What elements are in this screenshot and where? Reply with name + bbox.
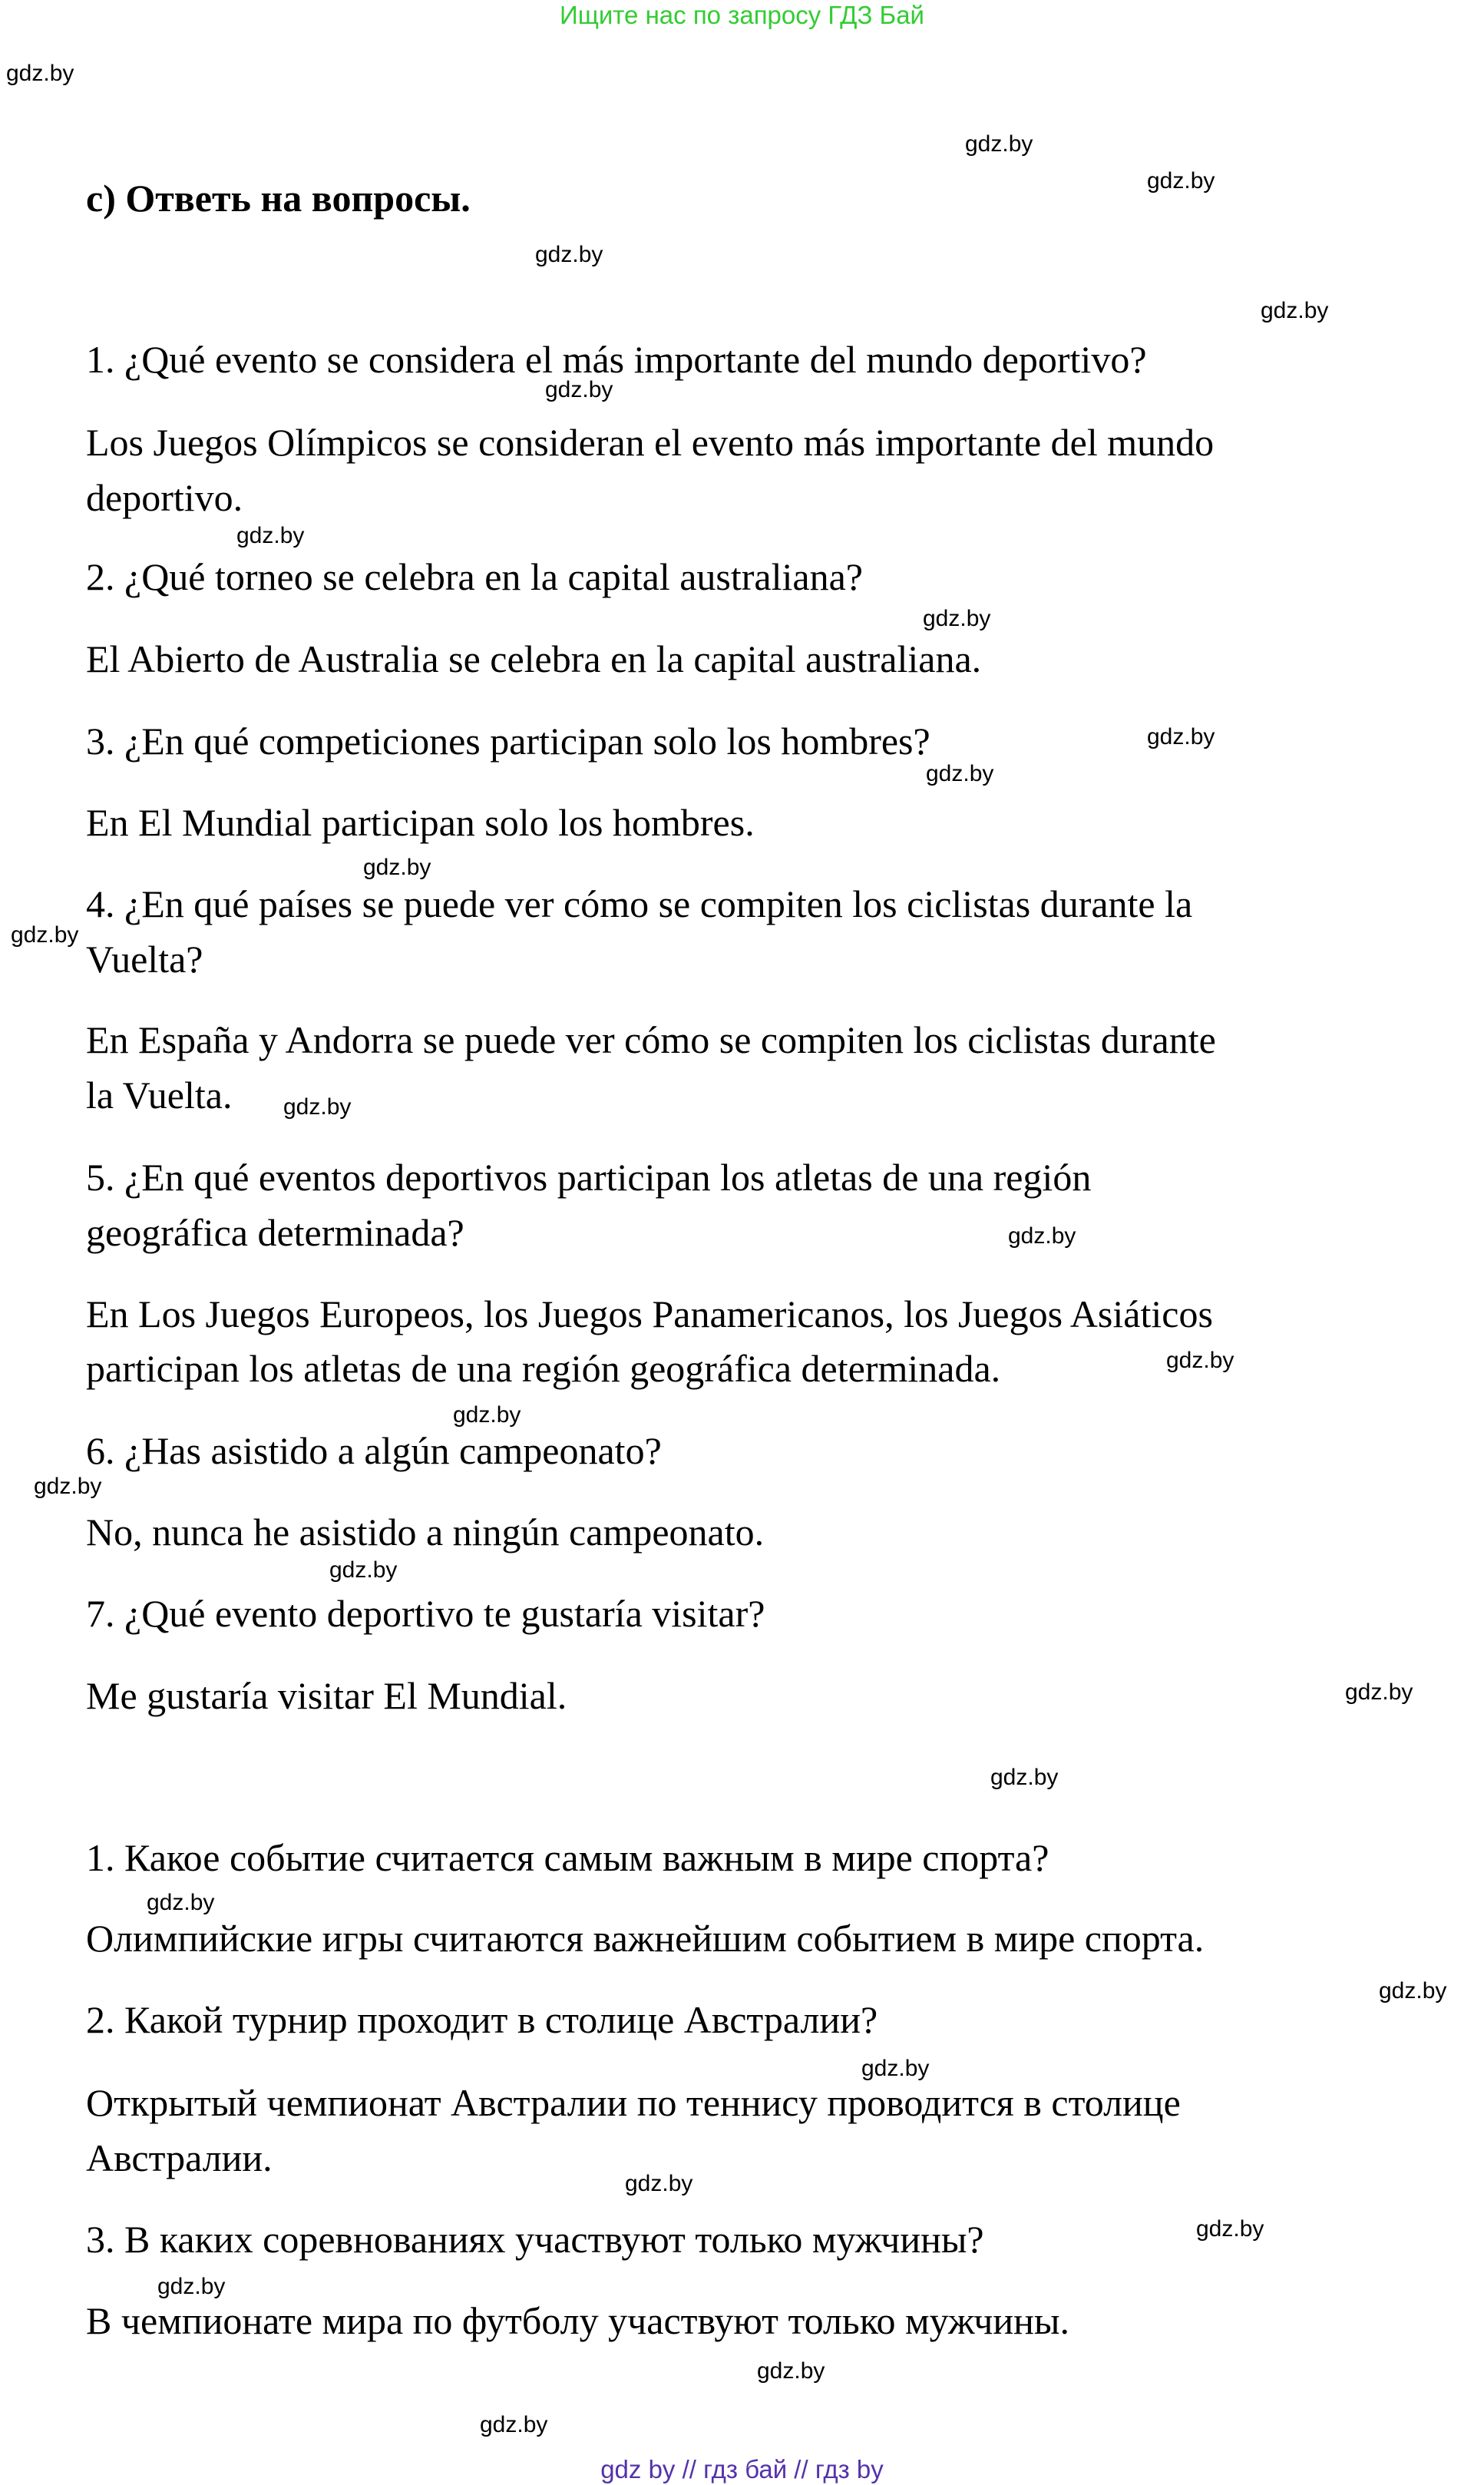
- question-es-4-line1: 4. ¿En qué países se puede ver cómo se compiten los ciclistas durante la: [86, 882, 1193, 925]
- question-ru-1: 1. Какое событие считается самым важным в мире спорта?: [86, 1836, 1049, 1879]
- question-ru-2: 2. Какой турнир проходит в столице Австралии?: [86, 1998, 878, 2041]
- answer-es-1-line2: deportivo.: [86, 476, 243, 519]
- watermark: gdz.by: [545, 377, 613, 402]
- watermark: gdz.by: [1166, 1348, 1234, 1373]
- watermark: gdz.by: [1147, 168, 1215, 194]
- answer-es-5-line2: participan los atletas de una región geográfica determinada.: [86, 1347, 1001, 1390]
- watermark: gdz.by: [990, 1765, 1059, 1790]
- answer-es-1-line1: Los Juegos Olímpicos se consideran el evento más importante del mundo: [86, 421, 1215, 464]
- question-es-2: 2. ¿Qué torneo se celebra en la capital australiana?: [86, 555, 863, 598]
- watermark: gdz.by: [6, 61, 74, 86]
- watermark: gdz.by: [363, 855, 431, 880]
- watermark: gdz.by: [1345, 1679, 1413, 1705]
- watermark: gdz.by: [329, 1557, 398, 1583]
- bottom-banner: gdz by // гдз бай // гдз by: [600, 2455, 884, 2483]
- answer-es-6: No, nunca he asistido a ningún campeonato.: [86, 1511, 765, 1554]
- answer-ru-3: В чемпионате мира по футболу участвуют только мужчины.: [86, 2299, 1070, 2342]
- watermark: gdz.by: [480, 2412, 548, 2437]
- watermark: gdz.by: [1147, 724, 1215, 749]
- answer-es-4-line1: En España y Andorra se puede ver cómo se compiten los ciclistas durante: [86, 1018, 1216, 1061]
- watermark: gdz.by: [1196, 2216, 1264, 2242]
- watermark: gdz.by: [625, 2171, 693, 2196]
- section-heading: c) Ответь на вопросы.: [86, 177, 471, 220]
- watermark: gdz.by: [236, 523, 305, 548]
- answer-es-7: Me gustaría visitar El Mundial.: [86, 1674, 567, 1717]
- watermark: gdz.by: [147, 1890, 215, 1915]
- question-es-1: 1. ¿Qué evento se considera el más importante del mundo deportivo?: [86, 338, 1147, 381]
- watermark: gdz.by: [1379, 1978, 1447, 2004]
- watermark: gdz.by: [926, 761, 994, 786]
- watermark: gdz.by: [34, 1474, 102, 1499]
- answer-ru-2-line1: Открытый чемпионат Австралии по теннису проводится в столице: [86, 2081, 1181, 2124]
- watermark: gdz.by: [923, 606, 991, 631]
- watermark: gdz.by: [157, 2274, 226, 2299]
- watermark: gdz.by: [965, 131, 1033, 157]
- question-es-5-line1: 5. ¿En qué eventos deportivos participan los atletas de una región: [86, 1156, 1092, 1199]
- question-es-6: 6. ¿Has asistido a algún campeonato?: [86, 1429, 662, 1472]
- watermark: gdz.by: [11, 922, 79, 948]
- watermark: gdz.by: [861, 2056, 930, 2081]
- question-es-5-line2: geográfica determinada?: [86, 1211, 464, 1254]
- question-es-7: 7. ¿Qué evento deportivo te gustaría visitar?: [86, 1592, 765, 1635]
- question-es-3: 3. ¿En qué competiciones participan solo los hombres?: [86, 720, 930, 763]
- watermark: gdz.by: [1261, 298, 1329, 323]
- answer-es-5-line1: En Los Juegos Europeos, los Juegos Panamericanos, los Juegos Asiáticos: [86, 1292, 1213, 1335]
- answer-es-2: El Abierto de Australia se celebra en la capital australiana.: [86, 637, 982, 680]
- watermark: gdz.by: [453, 1402, 521, 1428]
- answer-ru-1: Олимпийские игры считаются важнейшим событием в мире спорта.: [86, 1917, 1205, 1960]
- question-ru-3: 3. В каких соревнованиях участвуют только мужчины?: [86, 2218, 984, 2261]
- watermark: gdz.by: [1008, 1223, 1076, 1249]
- watermark: gdz.by: [283, 1094, 352, 1120]
- top-banner: Ищите нас по запросу ГДЗ Бай: [560, 1, 924, 29]
- question-es-4-line2: Vuelta?: [86, 938, 203, 981]
- answer-es-4-line2: la Vuelta.: [86, 1074, 233, 1117]
- watermark: gdz.by: [757, 2358, 825, 2384]
- answer-es-3: En El Mundial participan solo los hombres.: [86, 801, 755, 844]
- answer-ru-2-line2: Австралии.: [86, 2136, 273, 2179]
- watermark: gdz.by: [535, 242, 603, 267]
